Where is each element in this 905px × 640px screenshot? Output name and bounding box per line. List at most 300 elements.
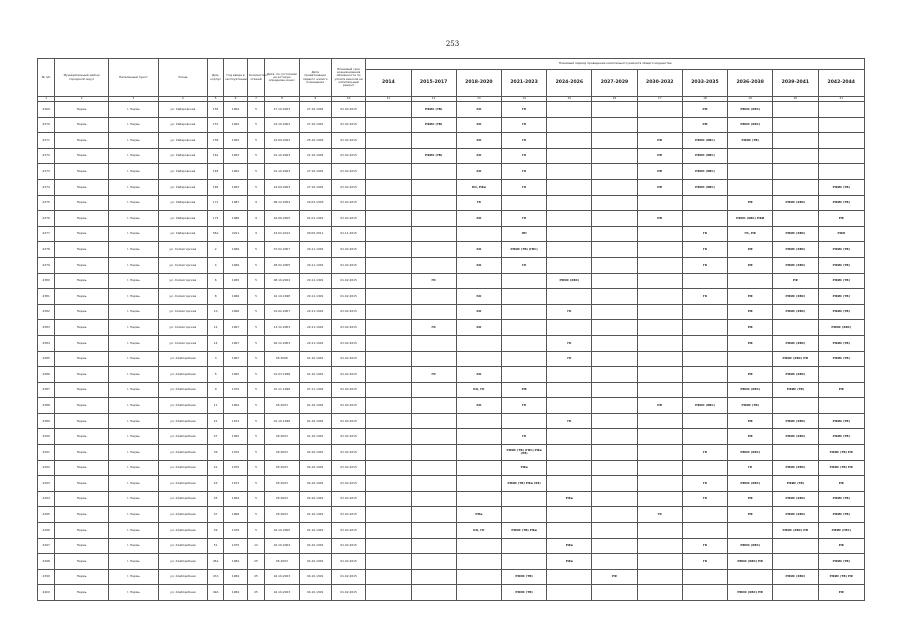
table-cell: 5 [247, 304, 264, 320]
column-number: 18 [682, 97, 727, 102]
table-row [38, 398, 865, 414]
table-cell: ГК [501, 398, 546, 414]
column-number: 12 [411, 97, 456, 102]
table-cell [637, 460, 682, 476]
table-cell [456, 335, 501, 351]
table-cell: КО [456, 289, 501, 305]
table-cell [682, 195, 727, 211]
table-cell: ГК [501, 211, 546, 227]
table-cell: 4382 [38, 304, 55, 320]
table-cell: ГК [637, 507, 682, 523]
table-cell: ГК [411, 273, 456, 289]
table-cell: 6 [208, 273, 224, 289]
table-cell [456, 273, 501, 289]
table-cell: РФ [818, 476, 864, 492]
table-cell: 4372 [38, 148, 55, 164]
table-cell: 01.03.1998 [265, 367, 299, 383]
table-cell [366, 257, 411, 273]
table-cell: 4392 [38, 460, 55, 476]
table-cell: 4396 [38, 523, 55, 539]
table-cell [411, 569, 456, 585]
table-cell [592, 273, 637, 289]
table-cell: 25 [247, 569, 264, 585]
table-cell [637, 476, 682, 492]
table-cell [501, 289, 546, 305]
table-cell [637, 273, 682, 289]
table-cell [592, 195, 637, 211]
table-cell [592, 164, 637, 180]
table-cell [637, 102, 682, 118]
table-cell: г. Пермь [109, 304, 159, 320]
table-cell: РФ [728, 242, 773, 258]
table-cell: 4369 [38, 102, 55, 118]
table-cell: РФИС (ХВС) [773, 429, 818, 445]
table-cell: ГК [682, 242, 727, 258]
table-cell: Пермь [55, 429, 109, 445]
table-cell [501, 335, 546, 351]
table-cell: 51 [208, 538, 224, 554]
table-cell: 01.02.2015 [331, 367, 365, 383]
table-row [38, 429, 865, 445]
table-cell [592, 429, 637, 445]
table-cell: г. Пермь [109, 335, 159, 351]
table-cell: 04.10.1991 [299, 554, 331, 570]
table-cell [411, 398, 456, 414]
table-cell [592, 148, 637, 164]
table-cell: 10.10.1998 [265, 289, 299, 305]
table-cell: 5 [247, 117, 264, 133]
table-cell: 5 [247, 148, 264, 164]
table-cell: Пермь [55, 491, 109, 507]
table-cell: 1970 [224, 460, 248, 476]
table-cell: ул. Хабаровская [158, 211, 208, 227]
table-cell: РФИС (ХВС) [773, 367, 818, 383]
table-cell [682, 413, 727, 429]
table-cell: 1966 [224, 257, 248, 273]
table-cell: 16.10.2004 [265, 538, 299, 554]
table-cell [411, 242, 456, 258]
table-cell: РФИС (ТВ) РФ [818, 569, 864, 585]
table-cell: 01.02.2015 [331, 445, 365, 461]
table-cell [682, 382, 727, 398]
table-cell: 25 [247, 554, 264, 570]
table-cell [366, 133, 411, 149]
table-cell: КО [456, 257, 501, 273]
table-cell: 01.02.2015 [331, 164, 365, 180]
table-cell: 01.02.2015 [331, 242, 365, 258]
table-cell: 4375 [38, 195, 55, 211]
table-cell [592, 476, 637, 492]
table-cell: 01.10.1991 [299, 507, 331, 523]
table-cell: РФи [547, 554, 592, 570]
table-cell: г. Пермь [109, 585, 159, 601]
table-cell: 1972 [224, 413, 248, 429]
table-cell [411, 226, 456, 242]
table-cell [456, 445, 501, 461]
table-cell [411, 133, 456, 149]
table-cell: РФ [728, 195, 773, 211]
table-cell [773, 102, 818, 118]
table-cell: г. Пермь [109, 398, 159, 414]
table-cell [456, 351, 501, 367]
table-cell: РФИС (ХВС) [773, 413, 818, 429]
table-cell [773, 117, 818, 133]
table-cell [547, 289, 592, 305]
table-cell: 1976 [224, 523, 248, 539]
table-cell [818, 367, 864, 383]
table-cell: 27 [208, 429, 224, 445]
table-cell [818, 148, 864, 164]
column-number: 7 [247, 97, 264, 102]
table-cell: 08.10.2004 [265, 273, 299, 289]
table-cell [592, 226, 637, 242]
table-cell [637, 226, 682, 242]
table-cell: РФИ [818, 226, 864, 242]
table-cell: 27.10.1991 [299, 102, 331, 118]
table-cell [547, 195, 592, 211]
table-cell: Пермь [55, 133, 109, 149]
table-row [38, 179, 865, 195]
table-row [38, 102, 865, 118]
table-cell: РФИС (ХВС) [773, 460, 818, 476]
table-cell: Пермь [55, 179, 109, 195]
table-cell: 5 [247, 382, 264, 398]
table-cell [637, 304, 682, 320]
table-cell: РФИС (ТВ) [818, 351, 864, 367]
header-period: 2018-2020 [456, 70, 501, 97]
table-cell: 01.02.2015 [331, 429, 365, 445]
table-cell [773, 445, 818, 461]
table-cell [366, 102, 411, 118]
table-cell: РФИС (ТВ) [818, 289, 864, 305]
table-cell: 1966 [224, 242, 248, 258]
table-cell: 04.10.1991 [299, 460, 331, 476]
table-cell [592, 460, 637, 476]
table-cell: ул. Хлеборобная [158, 382, 208, 398]
table-cell [773, 164, 818, 180]
table-row [38, 538, 865, 554]
table-cell: ул. Хлеборобная [158, 554, 208, 570]
table-cell [682, 211, 727, 227]
table-cell [637, 491, 682, 507]
table-cell: 12 [208, 320, 224, 336]
table-cell: 1972 [224, 476, 248, 492]
table-cell: РФ [637, 133, 682, 149]
table-cell: РФИС (ТВ) [818, 304, 864, 320]
table-cell: ул. Хабаровская [158, 179, 208, 195]
table-cell: 1965 [224, 273, 248, 289]
table-cell: г. Пермь [109, 429, 159, 445]
table-cell: ул. Хлеборобная [158, 585, 208, 601]
table-cell [456, 491, 501, 507]
table-cell: Пермь [55, 304, 109, 320]
table-cell: г. Пермь [109, 211, 159, 227]
table-cell: РФИС (ТВ) [818, 257, 864, 273]
table-cell [366, 367, 411, 383]
table-cell [773, 585, 818, 601]
table-cell: 20.11.1991 [299, 242, 331, 258]
table-cell: 01.02.2015 [331, 133, 365, 149]
table-cell: РФИС (ХВС) [773, 226, 818, 242]
table-cell: 5 [247, 460, 264, 476]
table-cell: 01.02.2015 [331, 289, 365, 305]
table-cell: РФИС (ТВ) [728, 133, 773, 149]
table-cell [682, 367, 727, 383]
table-cell: РФИС (ХВС) РФ [728, 585, 773, 601]
table-cell [501, 538, 546, 554]
table-cell: Пермь [55, 289, 109, 305]
table-cell [547, 367, 592, 383]
table-cell [501, 351, 546, 367]
table-cell [456, 413, 501, 429]
table-cell: 27.10.2003 [265, 102, 299, 118]
table-cell: 1966 [224, 304, 248, 320]
table-cell: РФ [728, 429, 773, 445]
table-cell [818, 133, 864, 149]
table-cell: 4397 [38, 538, 55, 554]
table-cell: 20.11.1991 [299, 289, 331, 305]
table-cell: 5 [208, 367, 224, 383]
table-cell: 07.11.1992 [299, 382, 331, 398]
table-cell: 4374 [38, 179, 55, 195]
table-cell: ул. Хабаровская [158, 117, 208, 133]
table-cell: 20.11.1991 [299, 257, 331, 273]
table-cell: 04.10.1991 [299, 491, 331, 507]
column-number: 2 [55, 97, 109, 102]
table-cell: РФ [728, 491, 773, 507]
table-cell: КО [456, 133, 501, 149]
table-cell [547, 476, 592, 492]
table-cell [728, 148, 773, 164]
table-cell [547, 429, 592, 445]
table-row [38, 413, 865, 429]
table-cell [456, 585, 501, 601]
column-number: 14 [501, 97, 546, 102]
table-cell [366, 569, 411, 585]
table-cell [456, 226, 501, 242]
table-cell [411, 585, 456, 601]
table-cell: РФИС (ТВ) [728, 398, 773, 414]
table-cell: 01.02.2015 [331, 476, 365, 492]
table-cell [411, 538, 456, 554]
table-cell: 5 [247, 102, 264, 118]
table-cell [411, 491, 456, 507]
table-cell [366, 476, 411, 492]
table-cell [366, 491, 411, 507]
table-cell: 01.02.2015 [331, 585, 365, 601]
table-cell: РФИС (ТВ) [818, 273, 864, 289]
table-cell: 155 [208, 102, 224, 118]
table-cell [411, 164, 456, 180]
table-cell [682, 507, 727, 523]
table-cell: 4400 [38, 585, 55, 601]
table-cell: Пермь [55, 367, 109, 383]
table-cell [637, 585, 682, 601]
table-cell: 01.02.2015 [331, 117, 365, 133]
header-deadline: Плановый срок возникновения обязанности по уплате взносов на капитальный ремонт [331, 59, 365, 97]
table-row [38, 320, 865, 336]
table-cell: ГК [501, 117, 546, 133]
table-cell [366, 148, 411, 164]
table-cell: г. Пермь [109, 164, 159, 180]
table-cell: 25.10.1992 [299, 133, 331, 149]
table-cell: ГК [501, 179, 546, 195]
table-cell: 28.02.2005 [265, 257, 299, 273]
table-cell: РФ [818, 585, 864, 601]
table-cell: КО [456, 320, 501, 336]
table-cell: 4389 [38, 413, 55, 429]
table-cell [592, 538, 637, 554]
table-cell: Пермь [55, 507, 109, 523]
table-cell [592, 554, 637, 570]
table-cell: Пермь [55, 148, 109, 164]
table-cell: Пермь [55, 242, 109, 258]
header-period: 2036-2038 [728, 70, 773, 97]
table-cell [411, 476, 456, 492]
table-cell: РФ [592, 569, 637, 585]
table-cell [592, 102, 637, 118]
table-cell: Пермь [55, 398, 109, 414]
table-cell: 21 [208, 413, 224, 429]
table-cell [773, 133, 818, 149]
table-cell: 4394 [38, 491, 55, 507]
table-cell: 4371 [38, 133, 55, 149]
table-cell: 4378 [38, 242, 55, 258]
table-cell: 1986 [224, 211, 248, 227]
table-cell: КО [456, 304, 501, 320]
table-cell [411, 179, 456, 195]
capital-repair-table [37, 58, 865, 601]
table-cell: г. Пермь [109, 538, 159, 554]
table-row [38, 226, 865, 242]
table-row [38, 491, 865, 507]
table-cell [592, 335, 637, 351]
table-cell: РФИС (ТВ) [818, 554, 864, 570]
table-cell: г. Пермь [109, 102, 159, 118]
table-cell: РФИС (ТВ) [411, 117, 456, 133]
table-cell: ул. Хабаровская [158, 226, 208, 242]
table-cell: РФИС (ХВС) РФ [728, 554, 773, 570]
table-cell [547, 211, 592, 227]
table-cell: г. Пермь [109, 195, 159, 211]
table-cell: г. Пермь [109, 257, 159, 273]
table-cell: 1962 [224, 164, 248, 180]
table-cell: 4385 [38, 351, 55, 367]
table-cell: 11 [208, 398, 224, 414]
table-cell [773, 398, 818, 414]
table-cell: г. Пермь [109, 226, 159, 242]
table-cell: РФ [728, 320, 773, 336]
table-cell: РФИС (ХВС) [773, 242, 818, 258]
table-cell [773, 538, 818, 554]
table-cell: г. Пермь [109, 476, 159, 492]
table-cell [456, 554, 501, 570]
table-cell [456, 460, 501, 476]
header-period: 2039-2041 [773, 70, 818, 97]
table-cell [592, 211, 637, 227]
table-cell: 4373 [38, 164, 55, 180]
table-row [38, 304, 865, 320]
table-cell: ГК [547, 335, 592, 351]
table-cell: 45 [208, 491, 224, 507]
header-period: 2015-2017 [411, 70, 456, 97]
header-period: 2014 [366, 70, 411, 97]
table-cell: 01.01.1991 [299, 211, 331, 227]
table-cell [547, 133, 592, 149]
table-cell [366, 429, 411, 445]
table-cell: 01.02.2015 [331, 538, 365, 554]
table-cell: г. Пермь [109, 242, 159, 258]
table-cell: 4393 [38, 476, 55, 492]
header-privatization: Дата приватизации первого жилого помещения [299, 59, 331, 97]
table-cell: РФИС (ХВС) [682, 133, 727, 149]
table-cell: 47А [208, 569, 224, 585]
table-cell: КО [456, 117, 501, 133]
table-cell: КО [456, 164, 501, 180]
table-cell: ГК [547, 304, 592, 320]
table-cell [411, 554, 456, 570]
table-cell: ГК [682, 538, 727, 554]
table-cell: 01.10.1991 [299, 429, 331, 445]
table-cell: ул. Хабаровская [158, 148, 208, 164]
table-cell: ГК [501, 133, 546, 149]
table-cell: 47 [208, 507, 224, 523]
table-cell: 05.2003 [265, 476, 299, 492]
table-cell: РФИС (ТВ) [818, 195, 864, 211]
table-cell: КО, ГК [456, 523, 501, 539]
table-cell [411, 335, 456, 351]
table-cell: Пермь [55, 320, 109, 336]
table-cell [411, 257, 456, 273]
table-cell: РФИС (ХВС) РФ [773, 351, 818, 367]
table-cell: 01.02.2007 [265, 304, 299, 320]
table-cell [501, 491, 546, 507]
table-cell [637, 429, 682, 445]
table-cell: ул. Хлеборобная [158, 569, 208, 585]
table-cell: 3 [208, 351, 224, 367]
table-cell [366, 538, 411, 554]
table-cell: 01.10.1991 [299, 367, 331, 383]
table-cell: ГК [411, 320, 456, 336]
table-cell [366, 211, 411, 227]
table-cell: РФ [682, 102, 727, 118]
table-cell: ГК [501, 148, 546, 164]
table-cell [592, 398, 637, 414]
table-cell: РФИС (ТВ) [818, 335, 864, 351]
table-cell: РФИС (ТВ) [501, 585, 546, 601]
table-cell: Пермь [55, 273, 109, 289]
table-cell [366, 335, 411, 351]
table-cell: 1964 [224, 491, 248, 507]
table-cell: 5 [247, 413, 264, 429]
table-cell [682, 585, 727, 601]
table-cell: РФ [818, 538, 864, 554]
table-cell: г. Пермь [109, 117, 159, 133]
table-cell: 01.10.1991 [299, 398, 331, 414]
table-cell: 4384 [38, 335, 55, 351]
table-cell: РФИС (ТВ) РФ [818, 445, 864, 461]
table-cell: РФИС (ХВС) [728, 476, 773, 492]
table-cell [501, 554, 546, 570]
table-cell: 04.10.1991 [299, 538, 331, 554]
table-cell: КО [456, 367, 501, 383]
table-cell: 01.02.2015 [331, 523, 365, 539]
column-number: 20 [773, 97, 818, 102]
header-num: № п/п [38, 59, 55, 97]
table-cell [547, 179, 592, 195]
table-cell: 01.02.2015 [331, 460, 365, 476]
table-cell [682, 523, 727, 539]
